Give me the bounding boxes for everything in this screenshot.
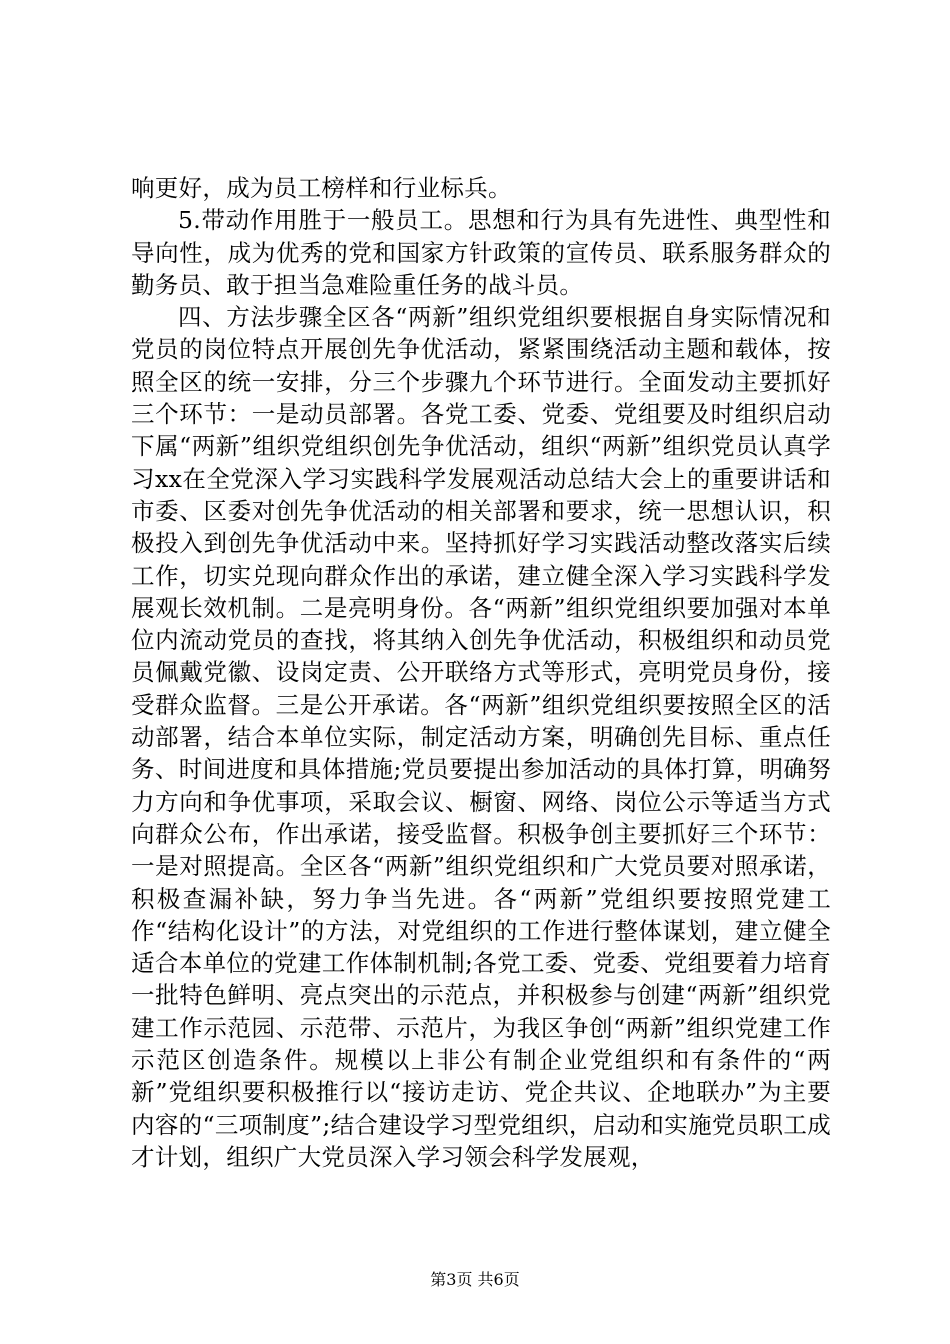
paragraph-2: 5.带动作用胜于一般员工。思想和行为具有先进性、典型性和导向性，成为优秀的党和国家方针政策的宣传员、联系服务群众的勤务员、敢于担当急难险重任务的战斗员。: [131, 206, 831, 299]
paragraph-1: 响更好，成为员工榜样和行业标兵。: [131, 174, 512, 202]
paragraph-3: 四、方法步骤全区各“两新”组织党组织要根据自身实际情况和党员的岗位特点开展创先争优活动，紧紧围绕活动主题和载体，按照全区的统一安排，分三个步骤九个环节进行。全面发动主要抓好三个环节：一是动员部署。各党工委、党委、党组要及时组织启动下属“两新”组织党组织创先争优活动，组织“两新”组织党员认真学习xx在全党深入学习实践科学发展观活动总结大会上的重要讲话和市委、区委对创先争优活动的相关部署和要求，统一思想认识，积极投入到创先争优活动中来。坚持抓好学习实践活动整改落实后续工作，切实兑现向群众作出的承诺，建立健全深入学习实践科学发展观长效机制。二是亮明身份。各“两新”组织党组织要加强对本单位内流动党员的查找，将其纳入创先争优活动，积极组织和动员党员佩戴党徽、设岗定责、公开联络方式等形式，亮明党员身份，接受群众监督。三是公开承诺。各“两新”组织党组织要按照全区的活动部署，结合本单位实际，制定活动方案，明确创先目标、重点任务、时间进度和具体措施;党员要提出参加活动的具体打算，明确努力方向和争优事项，采取会议、橱窗、网络、岗位公示等适当方式向群众公布，作出承诺，接受监督。积极争创主要抓好三个环节：一是对照提高。全区各“两新”组织党组织和广大党员要对照承诺，积极查漏补缺，努力争当先进。各“两新”党组织要按照党建工作“结构化设计”的方法，对党组织的工作进行整体谋划，建立健全适合本单位的党建工作体制机制;各党工委、党委、党组要着力培育一批特色鲜明、亮点突出的示范点，并积极参与创建“两新”组织党建工作示范园、示范带、示范片，为我区争创“两新”组织党建工作示范区创造条件。规模以上非公有制企业党组织和有条件的“两新”党组织要积极推行以“接访走访、党企共议、企地联办”为主要内容的“三项制度”;结合建设学习型党组织，启动和实施党员职工成才计划，组织广大党员深入学习领会科学发展观，: [131, 303, 831, 1171]
document-body: [131, 172, 831, 1173]
page-footer: 第3页 共6页: [430, 1270, 520, 1289]
